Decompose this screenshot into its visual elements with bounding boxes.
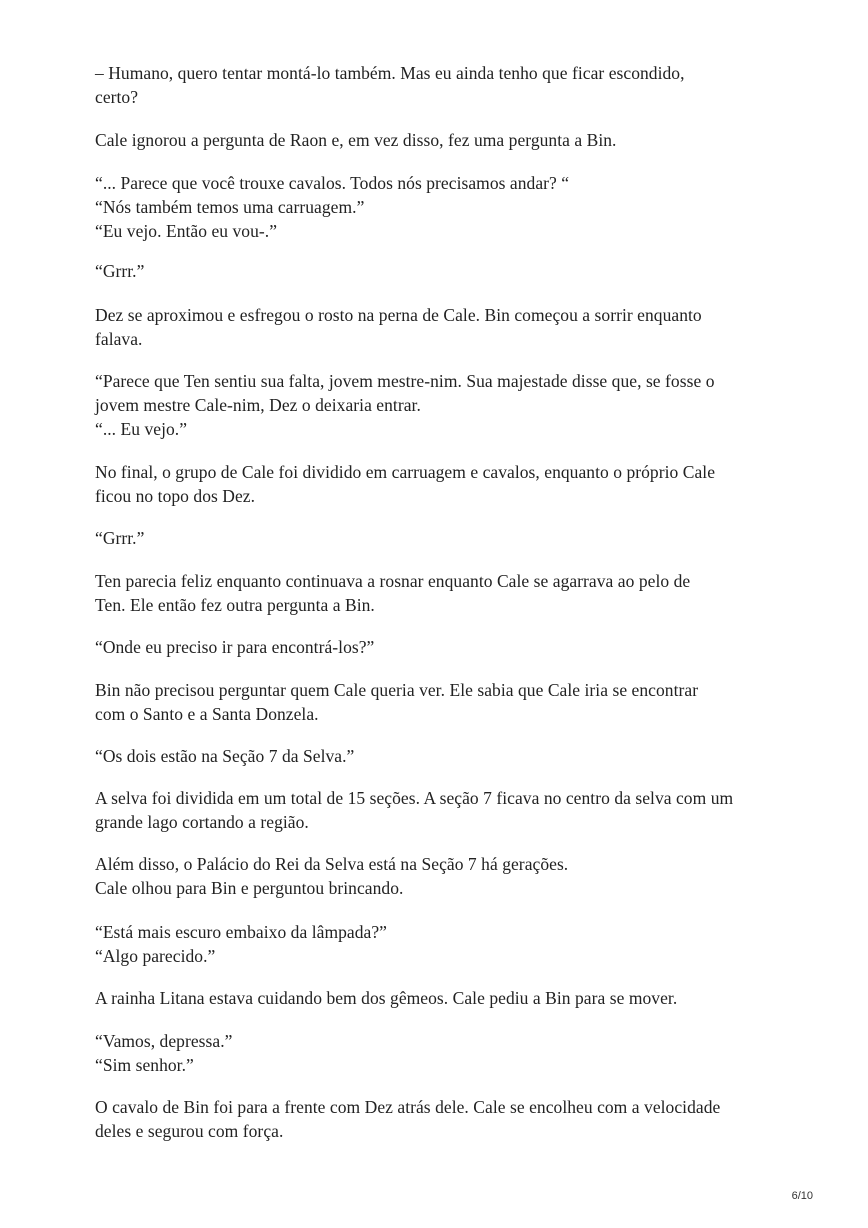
text-line: “... Parece que você trouxe cavalos. Todos nós precisamos andar? “ <box>95 173 570 193</box>
paragraph <box>95 1029 795 1077</box>
text-line: No final, o grupo de Cale foi dividido em carruagem e cavalos, enquanto o próprio Cale <box>95 462 716 482</box>
text-line: “... Eu vejo.” <box>95 419 188 439</box>
text-line: Ten. Ele então fez outra pergunta a Bin. <box>95 595 375 615</box>
text-line: Cale olhou para Bin e perguntou brincando. <box>95 878 404 898</box>
paragraph <box>95 526 795 550</box>
paragraph <box>95 678 795 726</box>
text-line: – Humano, quero tentar montá-lo também. Mas eu ainda tenho que ficar escondido, <box>95 63 685 83</box>
text-line: jovem mestre Cale-nim, Dez o deixaria entrar. <box>95 395 421 415</box>
text-line: “Grrr.” <box>95 261 145 281</box>
paragraph <box>95 786 795 834</box>
text-line: “Sim senhor.” <box>95 1055 194 1075</box>
paragraph <box>95 369 795 441</box>
text-line: “Algo parecido.” <box>95 946 216 966</box>
paragraph <box>95 635 795 659</box>
text-line: grande lago cortando a região. <box>95 812 309 832</box>
text-line: “Vamos, depressa.” <box>95 1031 233 1051</box>
text-line: “Parece que Ten sentiu sua falta, jovem mestre-nim. Sua majestade disse que, se fosse o <box>95 371 715 391</box>
paragraph <box>95 460 795 508</box>
paragraph <box>95 852 795 900</box>
text-line: Bin não precisou perguntar quem Cale queria ver. Ele sabia que Cale iria se encontrar <box>95 680 699 700</box>
text-line: Além disso, o Palácio do Rei da Selva está na Seção 7 há gerações. <box>95 854 569 874</box>
text-line: “Eu vejo. Então eu vou-.” <box>95 221 278 241</box>
text-line: “Onde eu preciso ir para encontrá-los?” <box>95 637 375 657</box>
text-line: certo? <box>95 87 139 107</box>
page-number: 6/10 <box>791 1190 813 1202</box>
text-line: A selva foi dividida em um total de 15 seções. A seção 7 ficava no centro da selva com um <box>95 788 734 808</box>
paragraph <box>95 569 795 617</box>
text-line: A rainha Litana estava cuidando bem dos gêmeos. Cale pediu a Bin para se mover. <box>95 988 678 1008</box>
text-line: “Os dois estão na Seção 7 da Selva.” <box>95 746 355 766</box>
paragraph <box>95 259 795 283</box>
text-line: Dez se aproximou e esfregou o rosto na perna de Cale. Bin começou a sorrir enquanto <box>95 305 702 325</box>
text-line: Ten parecia feliz enquanto continuava a rosnar enquanto Cale se agarrava ao pelo de <box>95 571 691 591</box>
paragraph <box>95 61 795 109</box>
paragraph <box>95 1095 795 1143</box>
text-line: O cavalo de Bin foi para a frente com Dez atrás dele. Cale se encolheu com a velocidade <box>95 1097 721 1117</box>
text-line: “Nós também temos uma carruagem.” <box>95 197 365 217</box>
text-line: com o Santo e a Santa Donzela. <box>95 704 319 724</box>
paragraph <box>95 986 795 1010</box>
text-line: Cale ignorou a pergunta de Raon e, em vez disso, fez uma pergunta a Bin. <box>95 130 617 150</box>
text-line: deles e segurou com força. <box>95 1121 284 1141</box>
text-line: ficou no topo dos Dez. <box>95 486 256 506</box>
paragraph <box>95 920 795 968</box>
text-line: falava. <box>95 329 143 349</box>
paragraph <box>95 744 795 768</box>
text-line: “Está mais escuro embaixo da lâmpada?” <box>95 922 387 942</box>
text-line: “Grrr.” <box>95 528 145 548</box>
paragraph <box>95 128 795 152</box>
paragraph <box>95 303 795 351</box>
paragraph <box>95 171 795 243</box>
